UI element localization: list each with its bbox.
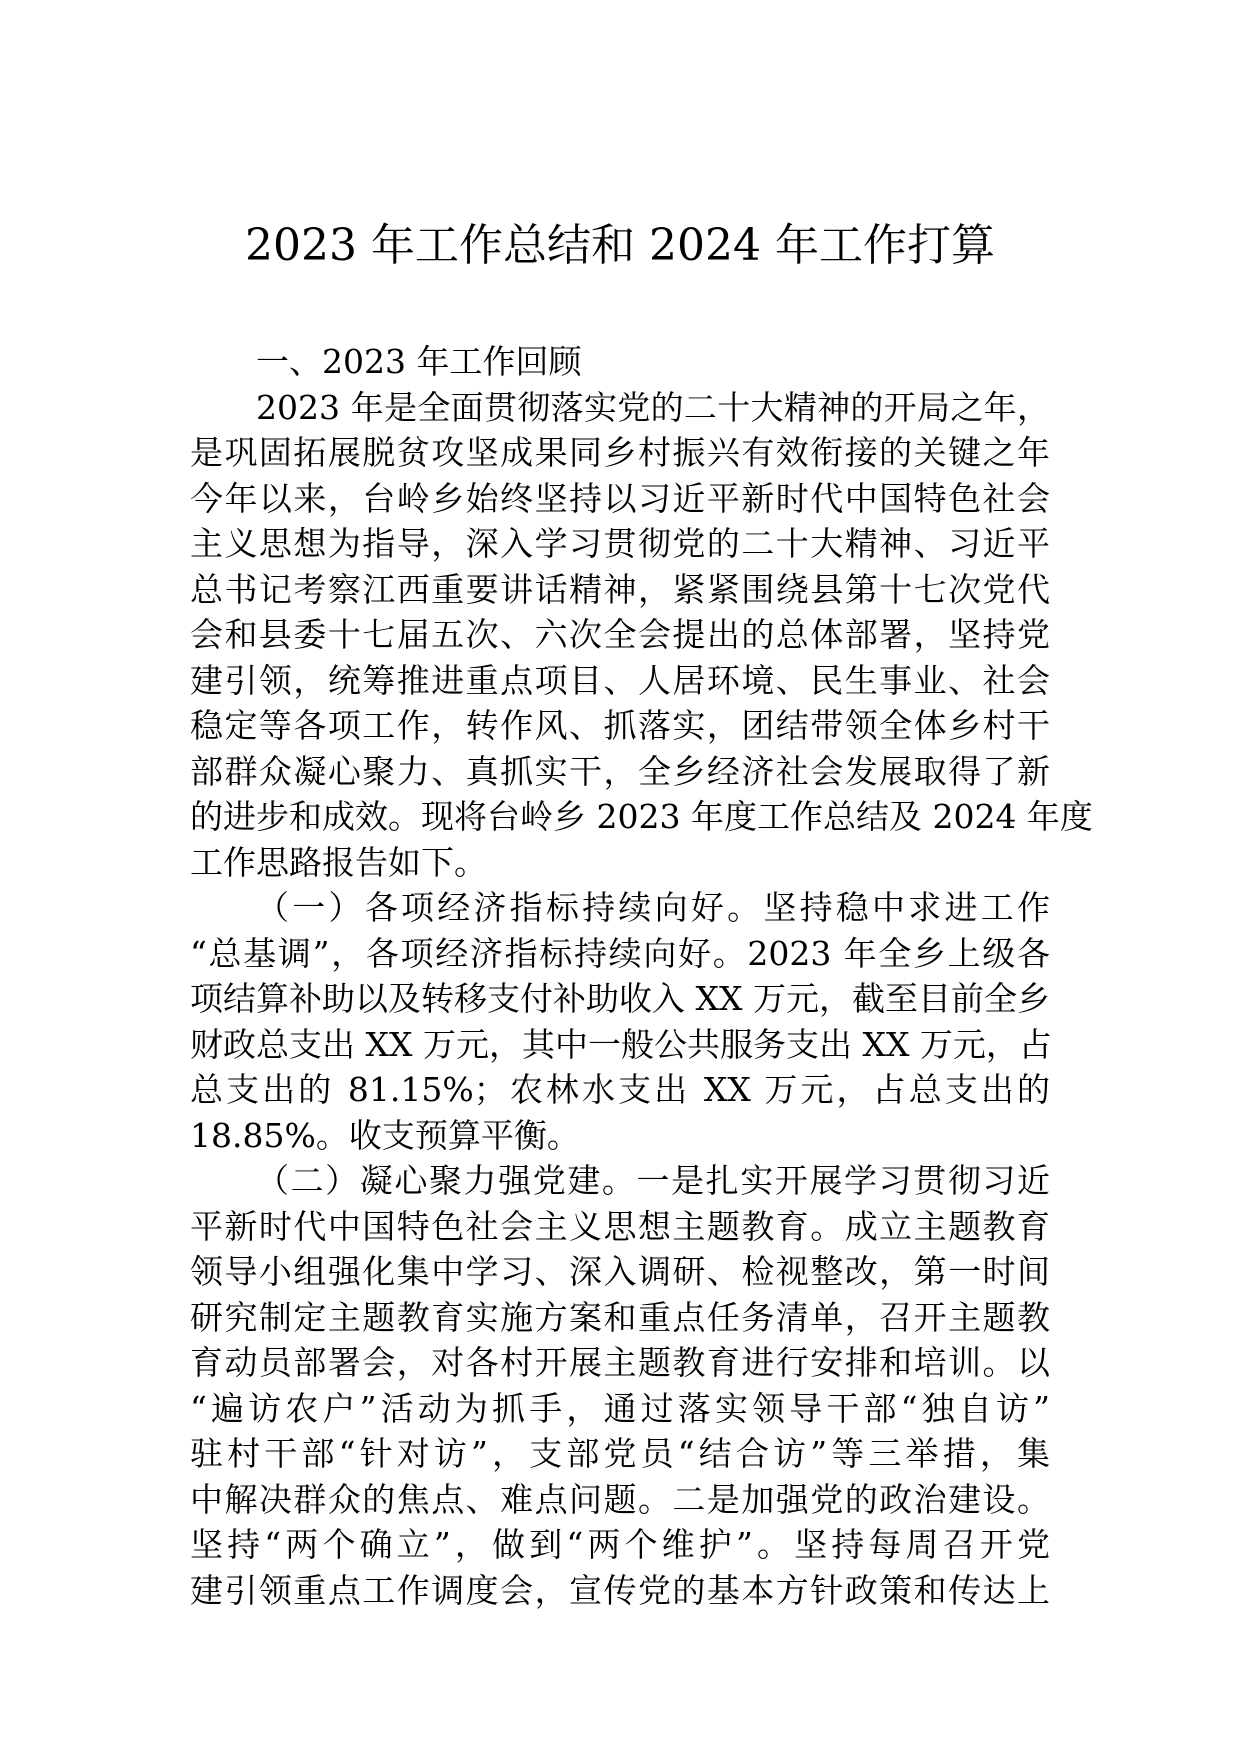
body-text-line: 驻村干部“针对访”，支部党员“结合访”等三举措，集 [190,1434,1050,1473]
body-text-line: 坚持“两个确立”，做到“两个维护”。坚持每周召开党 [190,1525,1050,1564]
body-text-line: 平新时代中国特色社会主义思想主题教育。成立主题教育 [190,1206,1050,1246]
body-text-line: 今年以来，台岭乡始终坚持以习近平新时代中国特色社会 [190,478,1050,518]
document-body [190,339,1093,1613]
body-text-line: 总支出的 81.15%；农林水支出 XX 万元，占总支出的 [190,1070,1050,1109]
body-text-line: 育动员部署会，对各村开展主题教育进行安排和培训。以 [190,1343,1050,1382]
body-text-line: 研究制定主题教育实施方案和重点任务清单，召开主题教 [190,1297,1050,1337]
body-text-line: 18.85%。收支预算平衡。 [190,1115,580,1155]
body-text-line: （二）凝心聚力强党建。一是扎实开展学习贯彻习近 [256,1161,1050,1200]
body-text-line: 2023 年是全面贯彻落实党的二十大精神的开局之年， [256,387,1050,427]
body-text-line: “总基调”，各项经济指标持续向好。2023 年全乡上级各 [190,933,1050,973]
body-text-line: 总书记考察江西重要讲话精神，紧紧围绕县第十七次党代 [190,569,1050,609]
body-text-line: 部群众凝心聚力、真抓实干，全乡经济社会发展取得了新 [190,751,1050,791]
body-text-line: 财政总支出 XX 万元，其中一般公共服务支出 XX 万元，占 [190,1024,1052,1064]
document-title: 2023 年工作总结和 2024 年工作打算 [245,220,995,271]
body-text-line: 建引领重点工作调度会，宣传党的基本方针政策和传达上 [190,1570,1050,1610]
body-text-line: 建引领，统筹推进重点项目、人居环境、民生事业、社会 [190,660,1050,700]
body-text-line: 的进步和成效。现将台岭乡 2023 年度工作总结及 2024 年度 [190,797,1093,836]
body-text-line: 中解决群众的焦点、难点问题。二是加强党的政治建设。 [190,1479,1050,1519]
body-text-line: （一）各项经济指标持续向好。坚持稳中求进工作 [256,888,1050,927]
body-text-line: 项结算补助以及转移支付补助收入 XX 万元，截至目前全乡 [190,979,1050,1018]
paragraph-lines [190,385,1093,1614]
section-heading: 一、2023 年工作回顾 [256,342,582,381]
body-text-line: 会和县委十七届五次、六次全会提出的总体部署，坚持党 [190,615,1050,654]
body-text-line: 工作思路报告如下。 [190,842,487,882]
body-text-line: 领导小组强化集中学习、深入调研、检视整改，第一时间 [190,1252,1050,1291]
body-text-line: “遍访农户”活动为抓手，通过落实领导干部“独自访” [190,1388,1050,1428]
body-text-line: 是巩固拓展脱贫攻坚成果同乡村振兴有效衔接的关键之年 [190,433,1050,472]
body-text-line: 稳定等各项工作，转作风、抓落实，团结带领全体乡村干 [190,706,1050,745]
body-text-line: 主义思想为指导，深入学习贯彻党的二十大精神、习近平 [190,524,1050,563]
